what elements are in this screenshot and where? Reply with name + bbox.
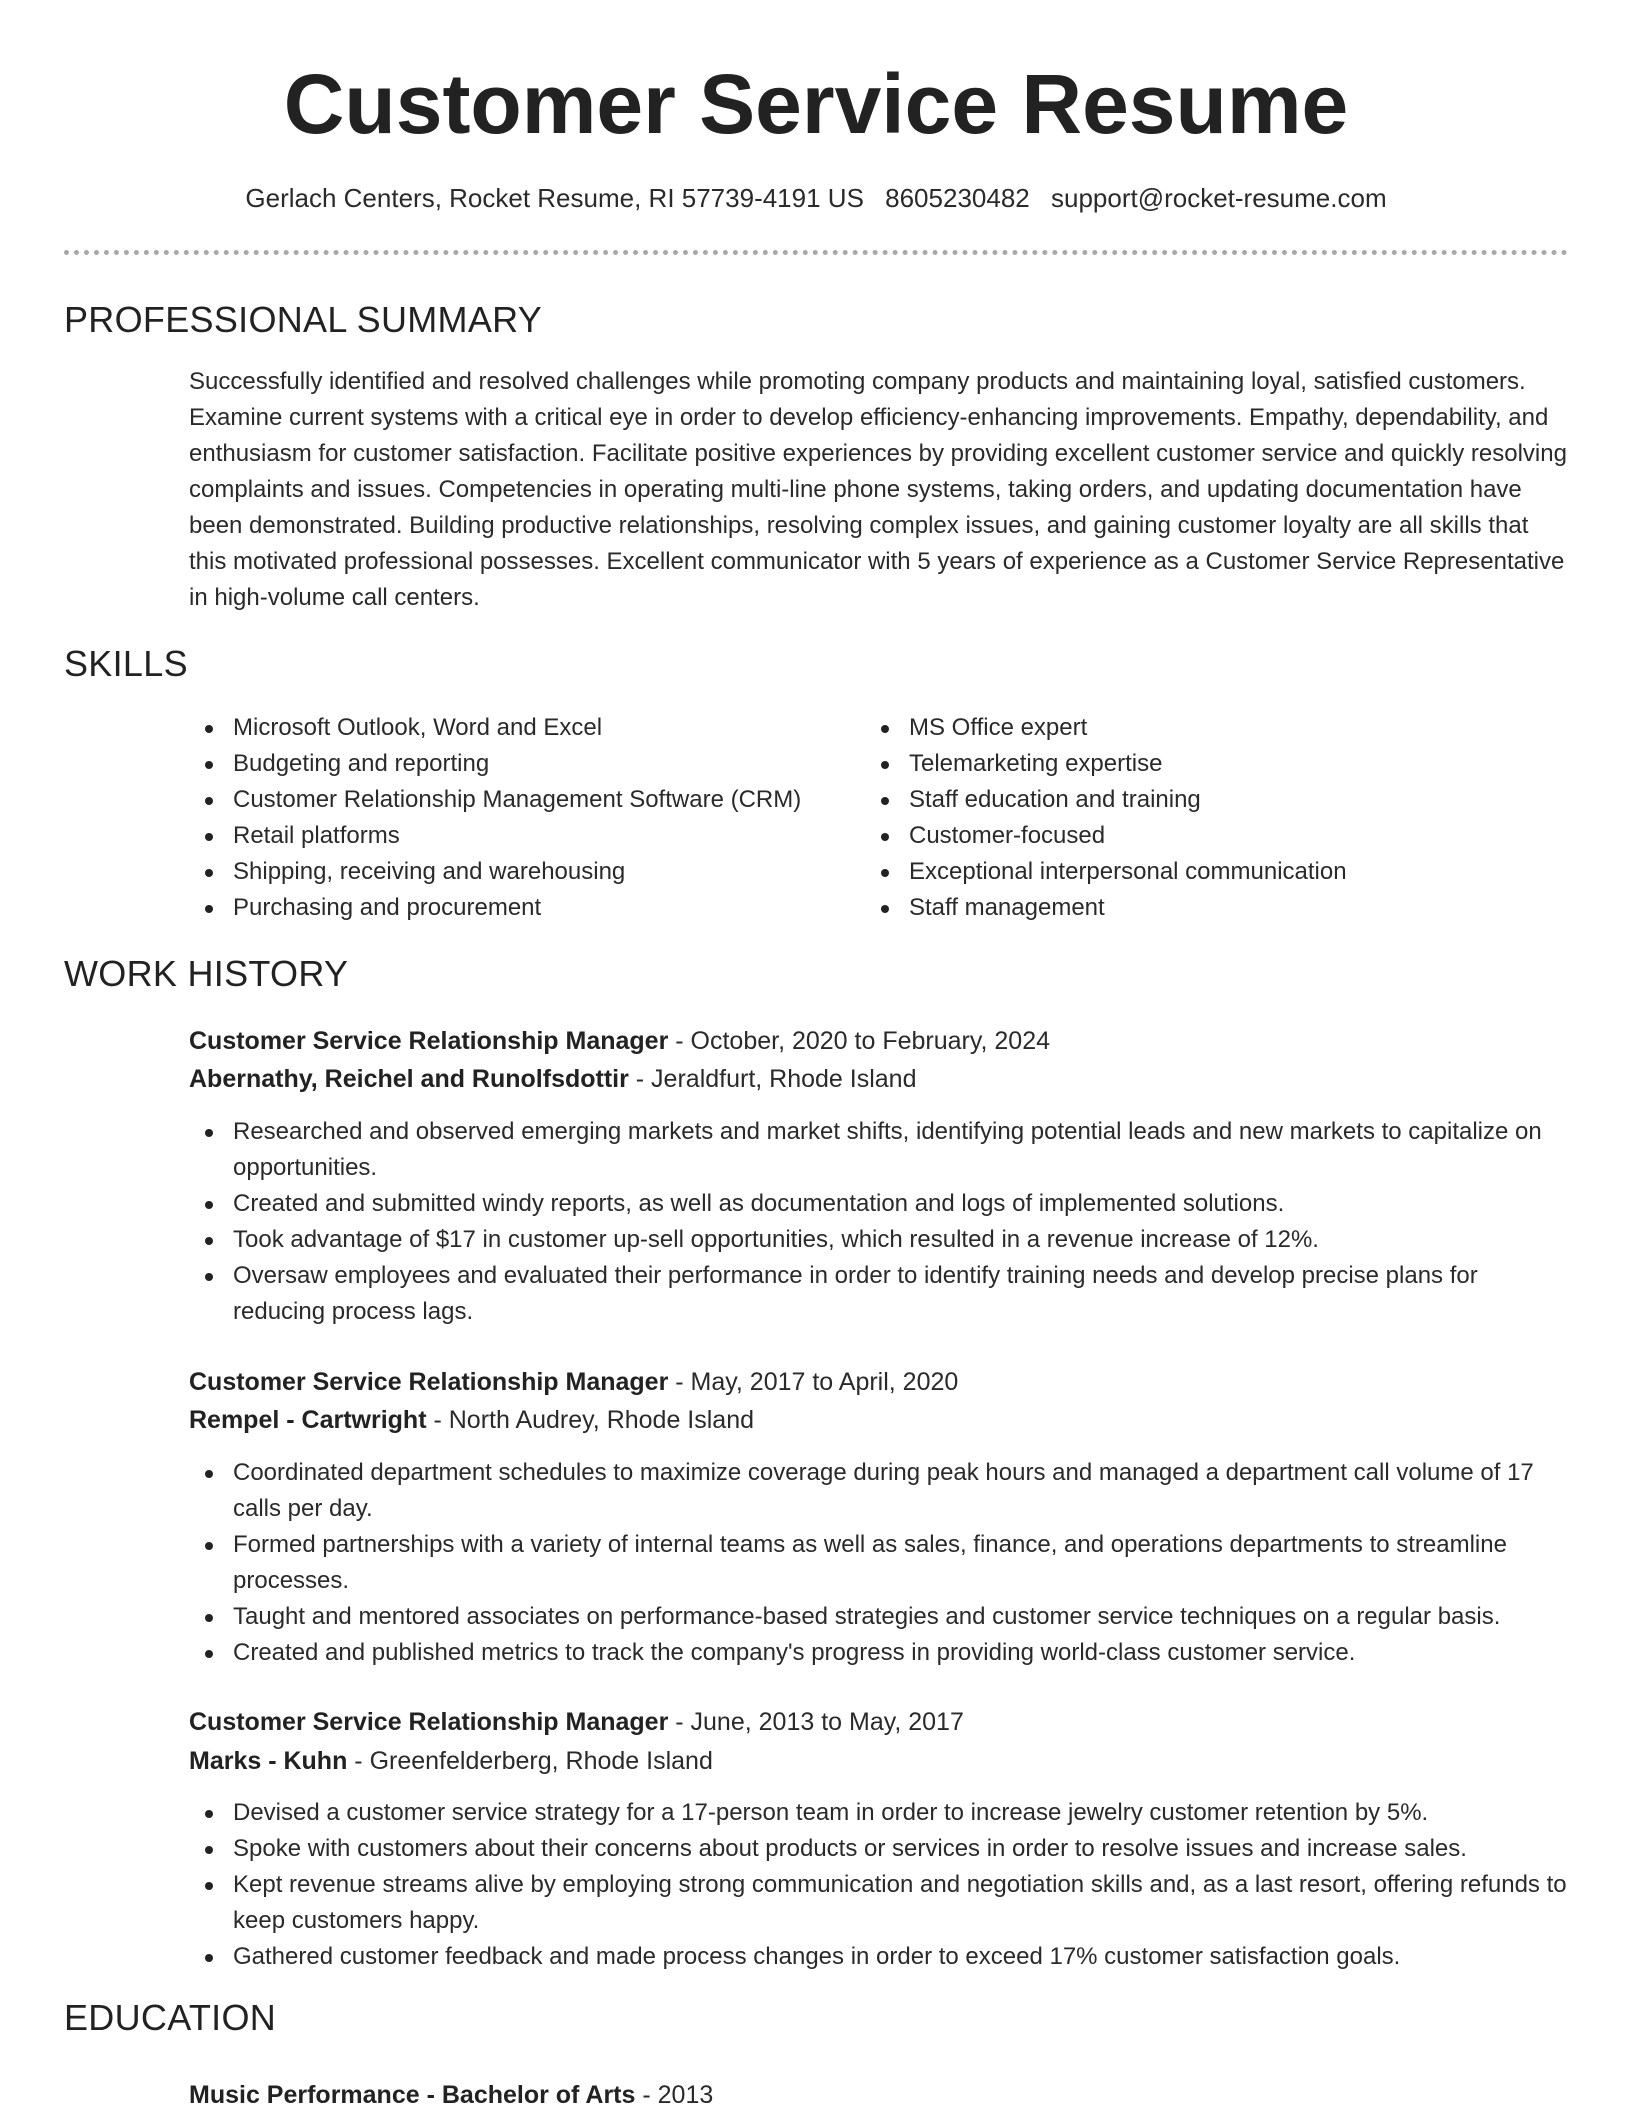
- job-bullet: Kept revenue streams alive by employing strong communication and negotiation skills and, as a last resort, offering refunds to keep customers happy.: [189, 1867, 1569, 1939]
- skill-item: Staff management: [865, 890, 1565, 926]
- job-bullet: Oversaw employees and evaluated their performance in order to identify training needs and develop precise plans for reducing process lags.: [189, 1258, 1569, 1330]
- job-location: - North Audrey, Rhode Island: [426, 1406, 755, 1434]
- contact-phone: 8605230482: [885, 183, 1030, 213]
- skill-item: MS Office expert: [865, 710, 1565, 746]
- job-company: Rempel - Cartwright: [189, 1406, 427, 1434]
- job-company: Abernathy, Reichel and Runolfsdottir: [189, 1065, 629, 1093]
- job-bullet: Created and published metrics to track the company's progress in providing world-class customer service.: [189, 1635, 1569, 1671]
- job-bullet: Took advantage of $17 in customer up-sell opportunities, which resulted in a revenue increase of 12%.: [189, 1222, 1569, 1258]
- job-location: - Greenfelderberg, Rhode Island: [347, 1747, 713, 1775]
- job-bullet: Formed partnerships with a variety of internal teams as well as sales, finance, and operations departments to streamline processes.: [189, 1527, 1569, 1599]
- header-divider: [64, 250, 1568, 255]
- job-bullet: Devised a customer service strategy for a 17-person team in order to increase jewelry customer retention by 5%.: [189, 1795, 1569, 1831]
- skill-item: Telemarketing expertise: [865, 746, 1565, 782]
- job-dates: - June, 2013 to May, 2017: [668, 1708, 964, 1736]
- job-bullets: [189, 1114, 1569, 1330]
- job-title: Customer Service Relationship Manager: [189, 1708, 669, 1736]
- job-dates: - October, 2020 to February, 2024: [668, 1027, 1051, 1055]
- skill-item: Customer Relationship Management Software (CRM): [189, 782, 849, 818]
- job-title-line: [189, 1022, 1050, 1060]
- skill-item: Staff education and training: [865, 782, 1565, 818]
- skill-item: Purchasing and procurement: [189, 890, 849, 926]
- summary-heading: PROFESSIONAL SUMMARY: [64, 299, 543, 340]
- contact-address: Gerlach Centers, Rocket Resume, RI 57739-4191 US: [245, 183, 864, 213]
- job-title: Customer Service Relationship Manager: [189, 1027, 669, 1055]
- job-location: - Jeraldfurt, Rhode Island: [628, 1065, 917, 1093]
- education-degree: Music Performance - Bachelor of Arts: [189, 2081, 636, 2109]
- education-year: - 2013: [635, 2081, 714, 2109]
- job-bullet: Researched and observed emerging markets and market shifts, identifying potential leads and new markets to capitalize on opportunities.: [189, 1114, 1569, 1186]
- skill-item: Shipping, receiving and warehousing: [189, 854, 849, 890]
- job-company-line: [189, 1742, 713, 1780]
- contact-line: [0, 180, 1632, 216]
- job-bullet: Taught and mentored associates on performance-based strategies and customer service techniques on a regular basis.: [189, 1599, 1569, 1635]
- work-heading: WORK HISTORY: [64, 953, 349, 994]
- contact-email[interactable]: support@rocket-resume.com: [1050, 183, 1387, 213]
- job-bullets: [189, 1795, 1569, 1975]
- job-company-line: [189, 1060, 917, 1098]
- skill-item: Retail platforms: [189, 818, 849, 854]
- job-title-line: [189, 1703, 964, 1741]
- skills-list-right: [865, 710, 1565, 926]
- job-bullets: [189, 1455, 1569, 1671]
- skill-item: Customer-focused: [865, 818, 1565, 854]
- job-company-line: [189, 1401, 754, 1439]
- education-line: [189, 2076, 713, 2114]
- job-bullet: Spoke with customers about their concerns about products or services in order to resolve issues and increase sales.: [189, 1831, 1569, 1867]
- summary-text: Successfully identified and resolved challenges while promoting company products and maintaining loyal, satisfied customers. Examine current systems with a critical eye in order to develop efficiency-enhancing improvements. Empathy, dependability, and enthusiasm for customer satisfaction. Facilitate positive experiences by providing excellent customer service and quickly resolving complaints and issues. Competencies in operating multi-line phone systems, taking orders, and updating documentation have been demonstrated. Building productive relationships, resolving complex issues, and gaining customer loyalty are all skills that this motivated professional possesses. Excellent communicator with 5 years of experience as a Customer Service Representative in high-volume call centers.: [189, 368, 1567, 611]
- skill-item: Exceptional interpersonal communication: [865, 854, 1565, 890]
- job-company: Marks - Kuhn: [189, 1747, 348, 1775]
- skill-item: Budgeting and reporting: [189, 746, 849, 782]
- job-title: Customer Service Relationship Manager: [189, 1368, 669, 1396]
- job-bullet: Coordinated department schedules to maximize coverage during peak hours and managed a department call volume of 17 calls per day.: [189, 1455, 1569, 1527]
- skill-item: Microsoft Outlook, Word and Excel: [189, 710, 849, 746]
- job-title-line: [189, 1363, 958, 1401]
- job-dates: - May, 2017 to April, 2020: [668, 1368, 959, 1396]
- skills-heading: SKILLS: [64, 643, 188, 684]
- skills-list-left: [189, 710, 849, 926]
- education-heading: EDUCATION: [64, 1997, 277, 2038]
- resume-name: Customer Service Resume: [283, 57, 1349, 151]
- job-bullet: Gathered customer feedback and made process changes in order to exceed 17% customer satisfaction goals.: [189, 1939, 1569, 1975]
- job-bullet: Created and submitted windy reports, as well as documentation and logs of implemented solutions.: [189, 1186, 1569, 1222]
